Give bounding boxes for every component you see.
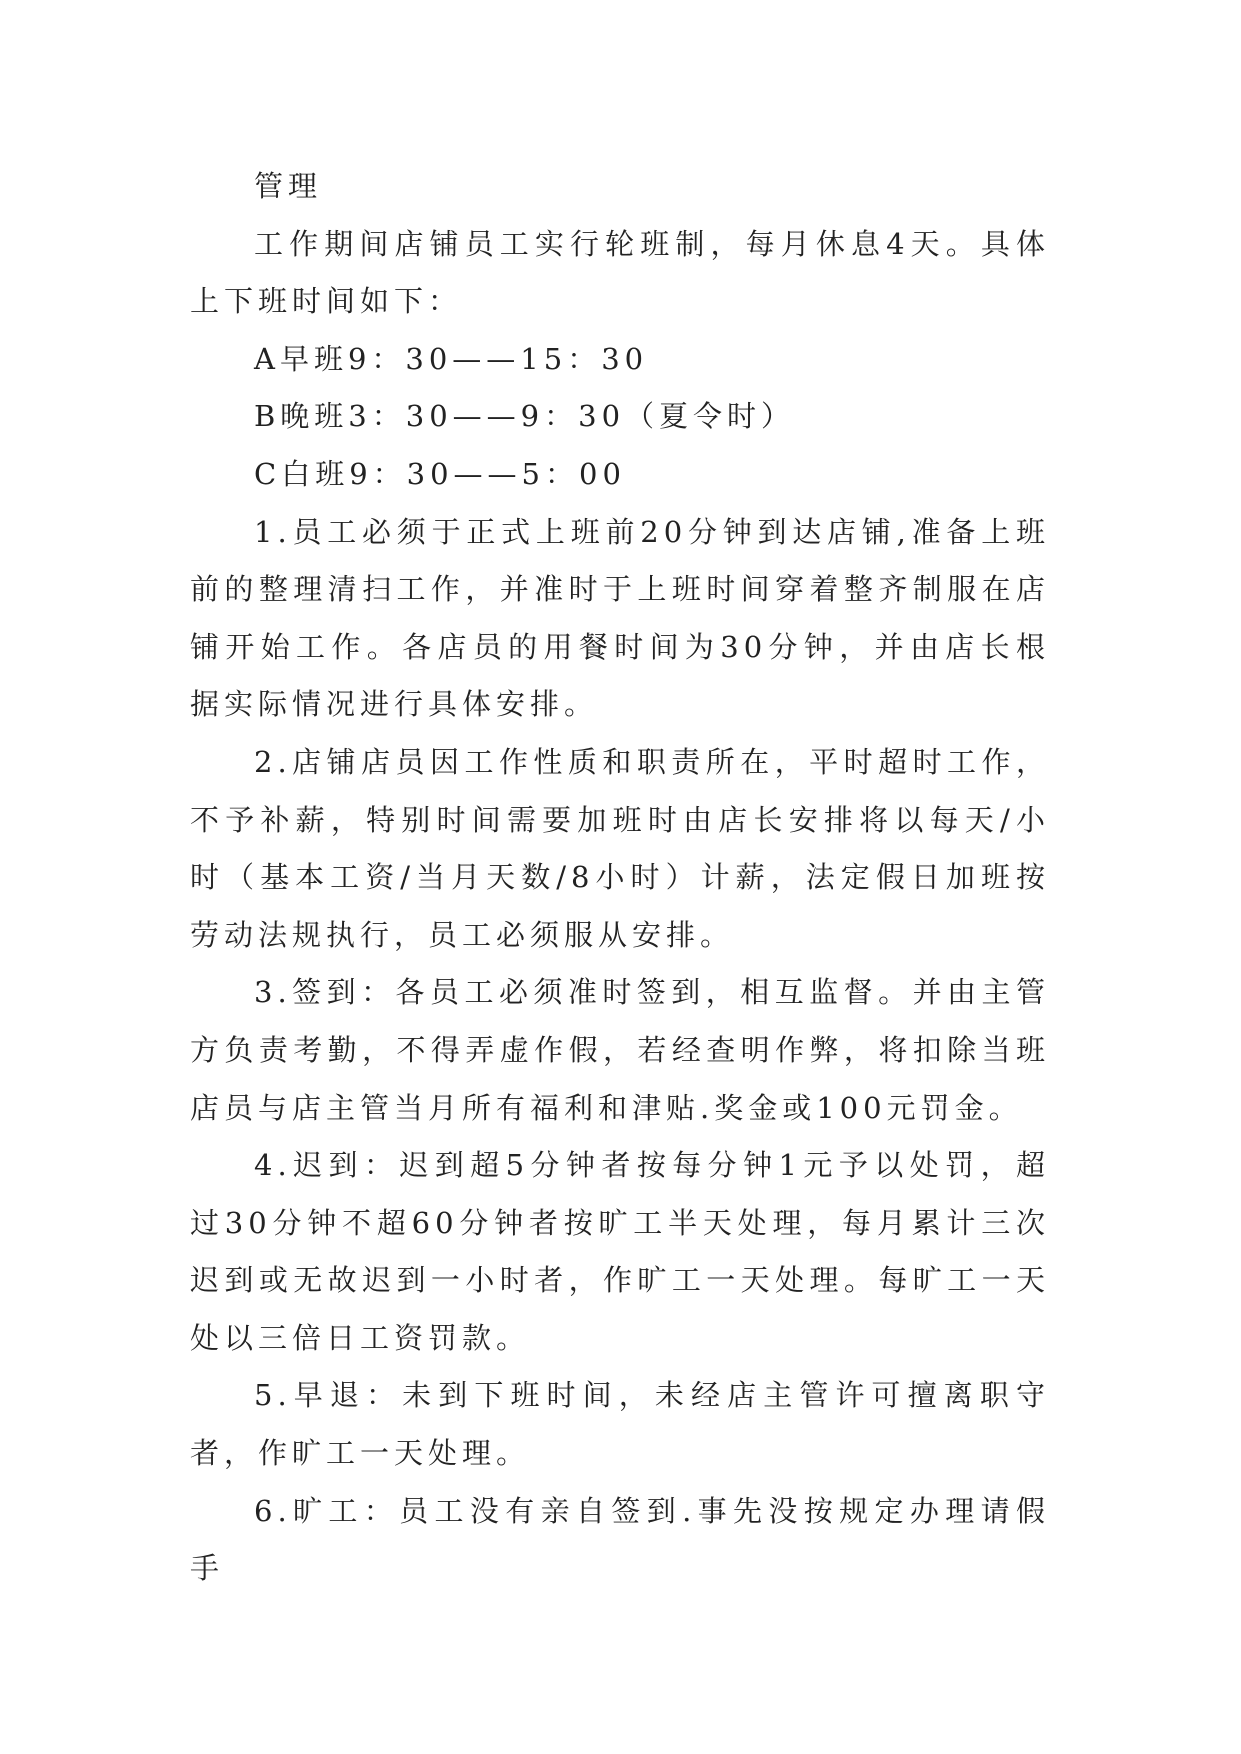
paragraph-shift-intro: 工作期间店铺员工实行轮班制，每月休息4天。具体上下班时间如下： (190, 226, 1050, 319)
shift-item-c: C白班9：30——5：00 (254, 456, 626, 491)
section-heading: 管理 (254, 169, 323, 203)
rule-3-sign-in: 3.签到：各员工必须准时签到，相互监督。并由主管方负责考勤，不得弄虚作假，若经查明作弊，将扣除当班店员与店主管当月所有福利和津贴.奖金或100元罚金。 (190, 975, 1050, 1125)
shift-item-a: A早班9：30——15：30 (254, 341, 649, 376)
rule-6-absence: 6.旷工：员工没有亲自签到.事先没按规定办理请假手 (190, 1493, 1050, 1586)
document-body (190, 158, 1050, 1598)
rule-4-late: 4.迟到：迟到超5分钟者按每分钟1元予以处罚，超过30分钟不超60分钟者按旷工半天处理，每月累计三次迟到或无故迟到一小时者，作旷工一天处理。每旷工一天处以三倍日工资罚款。 (190, 1148, 1050, 1355)
shift-item-b: B晚班3：30——9：30（夏令时） (254, 399, 796, 434)
rule-1-arrival: 1.员工必须于正式上班前20分钟到达店铺,准备上班前的整理清扫工作，并准时于上班时间穿着整齐制服在店铺开始工作。各店员的用餐时间为30分钟，并由店长根据实际情况进行具体安排。 (190, 514, 1050, 722)
rule-5-early-leave: 5.早退：未到下班时间，未经店主管许可擅离职守者，作旷工一天处理。 (190, 1378, 1050, 1471)
rule-2-overtime: 2.店铺店员因工作性质和职责所在，平时超时工作，不予补薪，特别时间需要加班时由店长安排将以每天/小时（基本工资/当月天数/8小时）计薪，法定假日加班按劳动法规执行，员工必须服从安排。 (190, 744, 1050, 952)
